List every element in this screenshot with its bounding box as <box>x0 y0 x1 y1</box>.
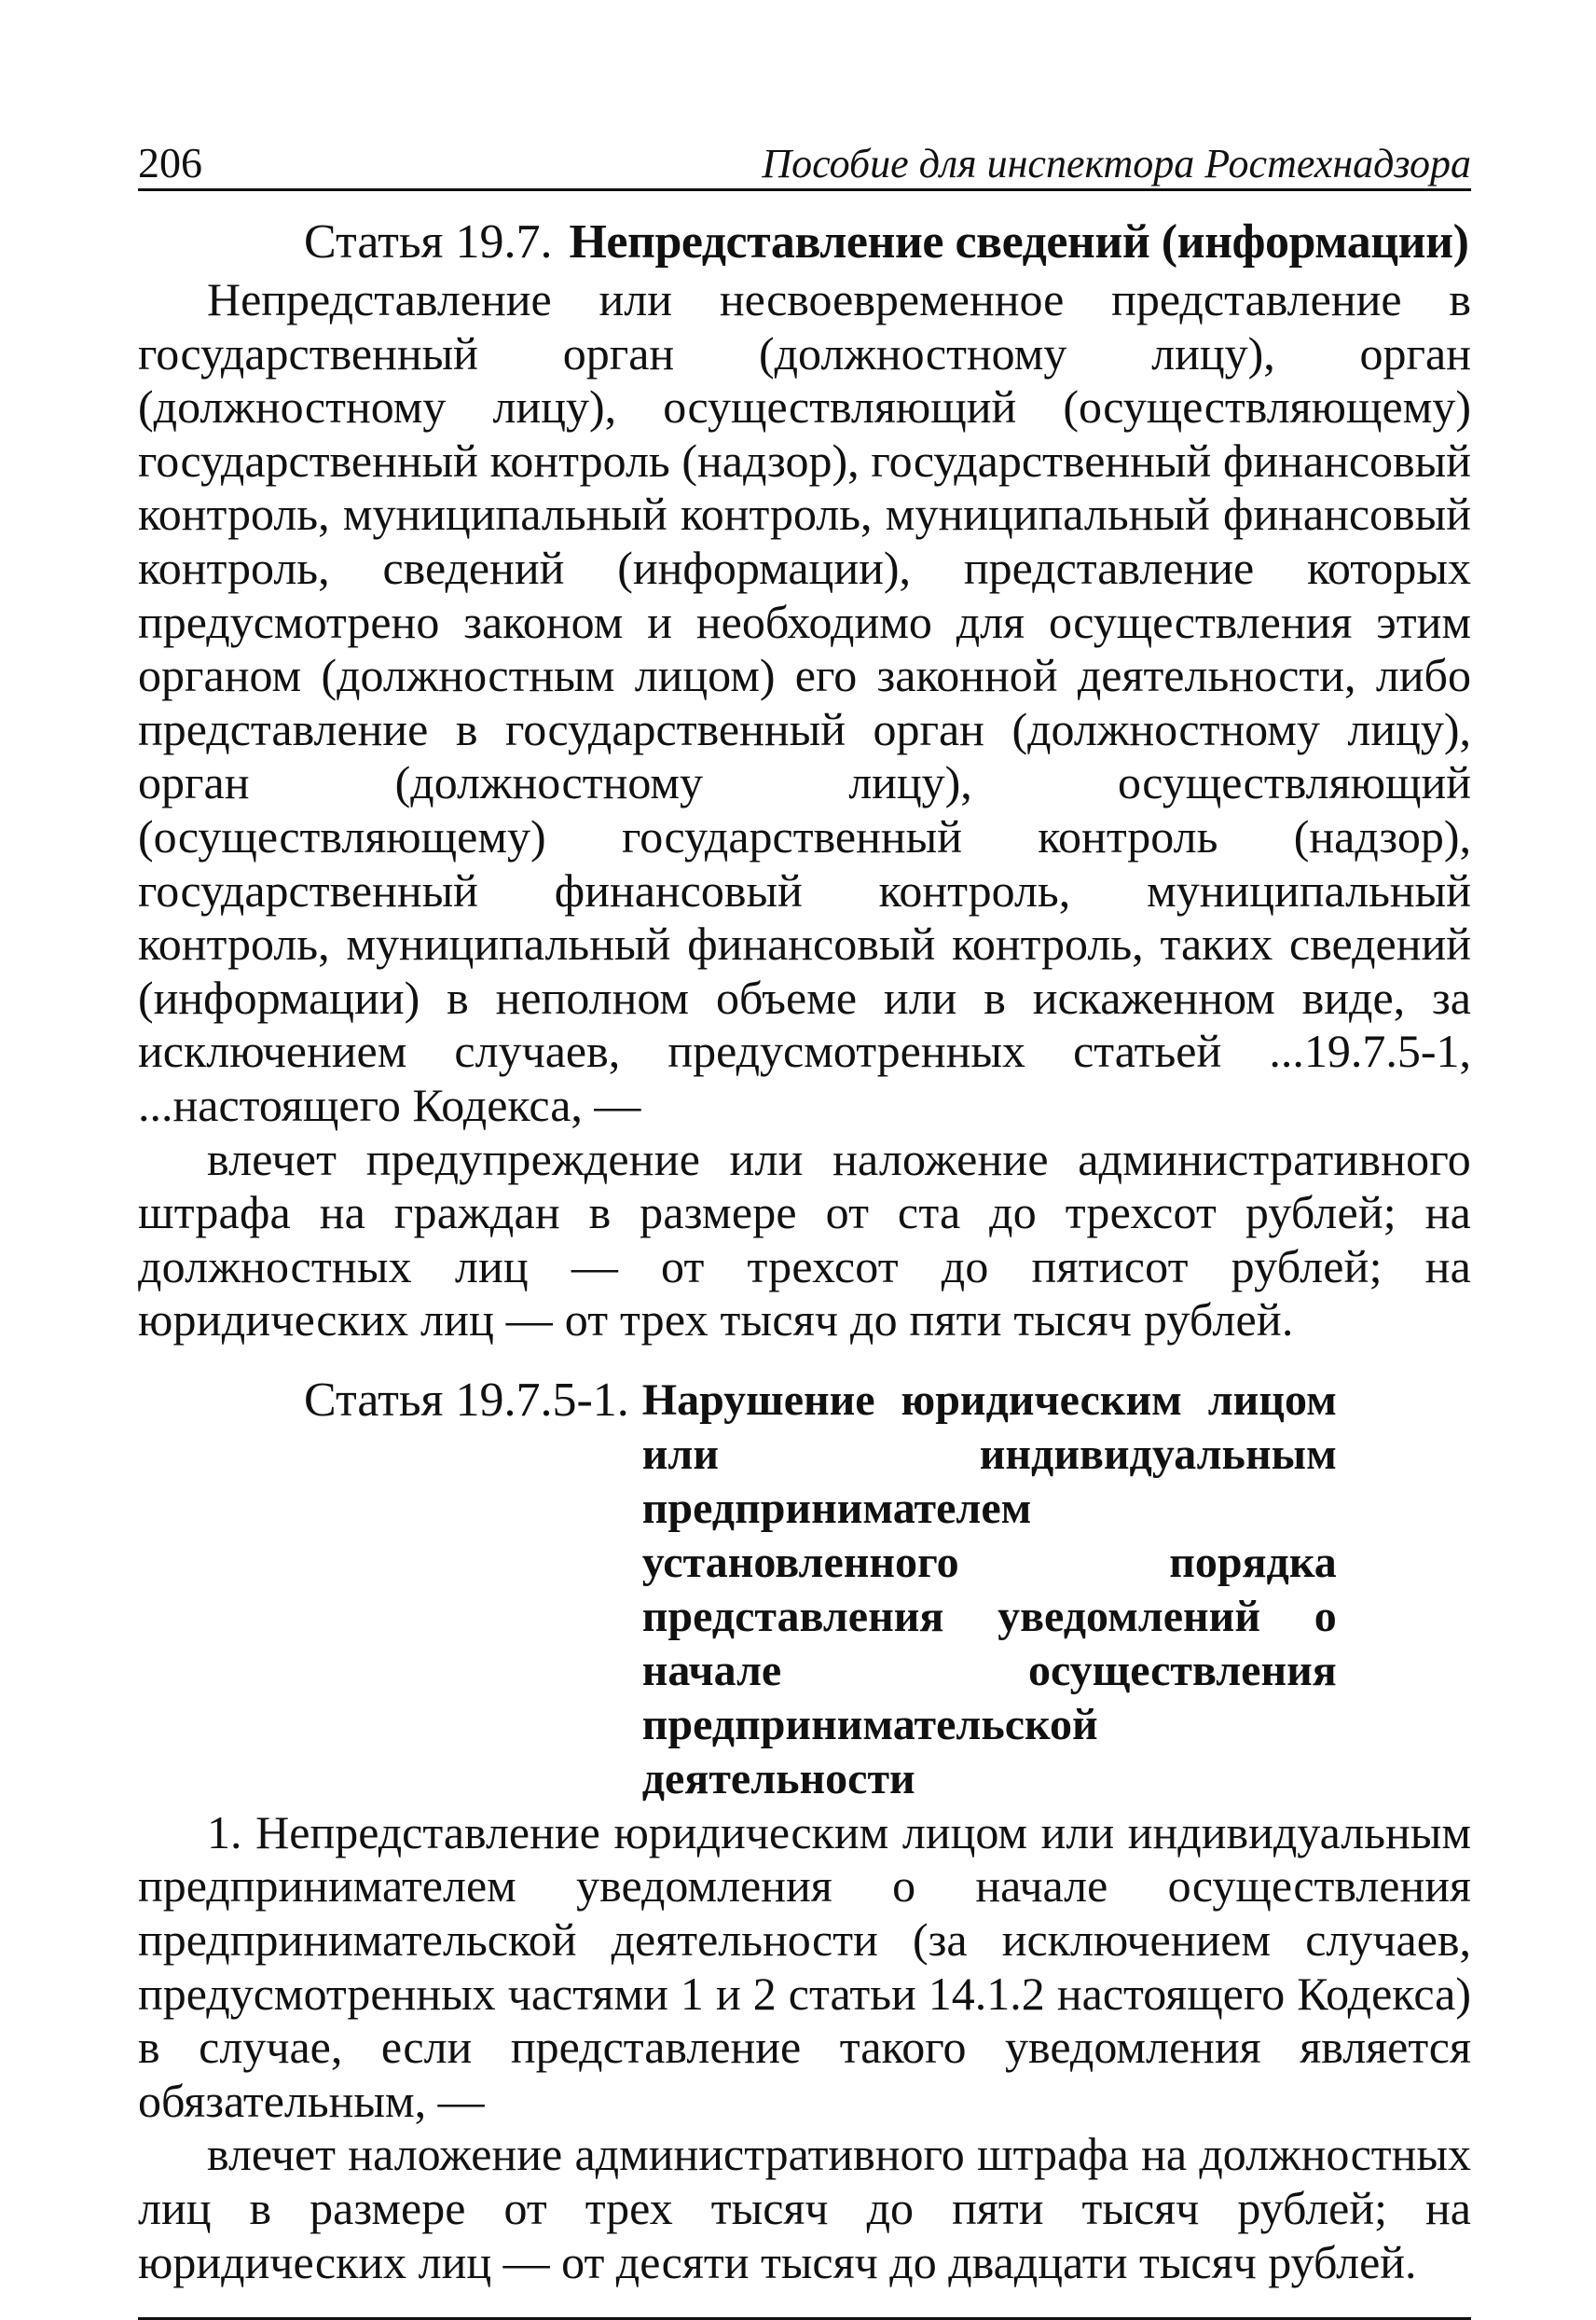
document-page <box>138 131 1471 2320</box>
page-number: 206 <box>138 139 202 186</box>
running-header <box>138 131 1471 191</box>
article-19-7-heading <box>138 212 1471 273</box>
article-19-7-5-1-paragraph-2: влечет наложение административного штрафа на должностных лиц в размере от трех тысяч до пяти тысяч рублей; на юридических лиц — от десяти тысяч до двадцати тысяч рублей. <box>138 2128 1471 2288</box>
article-19-7-paragraph-2: влечет предупреждение или наложение административного штрафа на граждан в размере от ста до трехсот рублей; на должностных лиц — от трехсот до пятисот рублей; на юридических лиц — от трех тысяч до пяти тысяч рублей. <box>138 1132 1471 1346</box>
article-19-7-label: Статья 19.7. <box>304 215 553 269</box>
article-19-7-title: Непредставление сведений (информации) <box>569 215 1469 269</box>
article-19-7-5-1-label: Статья 19.7.5-1. <box>304 1373 629 1427</box>
article-19-7-5-1-title: Нарушение юридическим лицом или индивидуальным предпринимателем установленного порядка представления уведомлений о начале осуществления предпринимательской деятельности <box>641 1374 1337 1803</box>
running-title: Пособие для инспектора Ростехнадзора <box>762 141 1471 186</box>
article-19-7-5-1-paragraph-1: 1. Непредставление юридическим лицом или индивидуальным предпринимателем уведомления о начале осуществления предпринимательской деятельности (за исключением случаев, предусмотренных частями 1 и 2 статьи 14.1.2 настоящего Кодекса) в случае, если представление такого уведомления является обязательным, — <box>138 1805 1471 2127</box>
article-19-7-5-1-heading <box>138 1374 1471 1806</box>
article-19-7-paragraph-1: Непредставление или несвоевременное представление в государственный орган (должностному лицу), орган (должностному лицу), осуществляющий (осуществляющему) государственный контроль (надзор), государственный финансовый контроль, муниципальный контроль, муниципальный финансовый контроль, сведений (информации), представление которых предусмотрено законом и необходимо для осуществления этим органом (должностным лицом) его законной деятельности, либо представление в государственный орган (должностному лицу), орган (должностному лицу), осуществляющий (осуществляющему) государственный контроль (надзор), государственный финансовый контроль, муниципальный контроль, муниципальный финансовый контроль, таких сведений (информации) в неполном объеме или в искаженном виде, за исключением случаев, предусмотренных статьей ...19.7.5-1, ...настоящего Кодекса, — <box>138 273 1471 1131</box>
